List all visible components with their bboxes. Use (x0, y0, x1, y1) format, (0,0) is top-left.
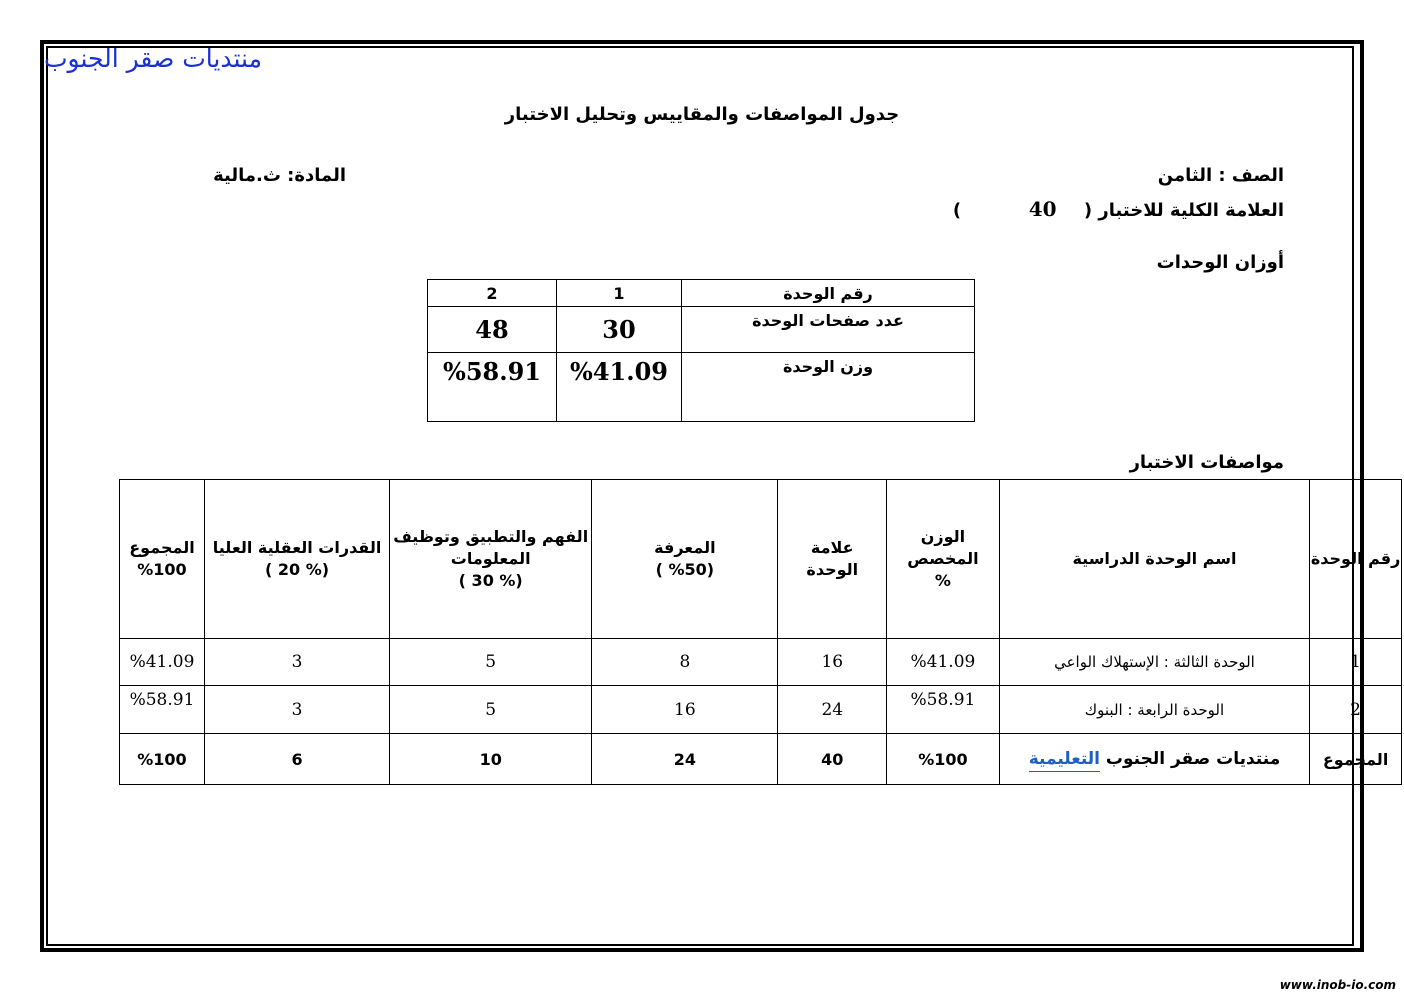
header-higher (204, 480, 389, 639)
weights-weight-label: وزن الوحدة (682, 353, 975, 422)
weights-row-unit (428, 280, 975, 307)
row2-understanding: 5 (390, 686, 592, 734)
row1-total: %41.09 (120, 639, 205, 686)
page-title: جدول المواصفات والمقاييس وتحليل الاختبار (504, 104, 900, 125)
specs-table (119, 479, 1402, 785)
weights-pages-2: 48 (428, 307, 557, 353)
header-understanding-l3: ( 30 %) (458, 571, 523, 590)
total-mark-close: ) (952, 200, 962, 221)
totals-higher: 6 (204, 734, 389, 785)
row2-unit-name: الوحدة الرابعة : البنوك (999, 686, 1309, 734)
totals-knowledge: 24 (592, 734, 778, 785)
total-mark-label: العلامة الكلية للاختبار ( (1083, 200, 1284, 221)
weights-row-weight (428, 353, 975, 422)
unit-weights-table (427, 279, 975, 422)
header-mark-l2: الوحدة (806, 560, 859, 579)
header-higher-l1: القدرات العقلية العليا (212, 538, 382, 557)
header-weight (887, 480, 1000, 639)
header-total-l1: المجموع (129, 538, 195, 557)
header-understanding (390, 480, 592, 639)
header-weight-l1: الوزن (920, 527, 966, 546)
row2-unit-no: 2 (1310, 686, 1402, 734)
row1-unit-name: الوحدة الثالثة : الإستهلاك الواعي (999, 639, 1309, 686)
totals-name-part1: منتديات صقر الجنوب (1105, 749, 1281, 769)
specs-header-row (120, 480, 1402, 639)
specs-heading: مواصفات الاختبار (1129, 452, 1284, 473)
row2-knowledge: 16 (592, 686, 778, 734)
row2-total: %58.91 (120, 686, 205, 734)
subject-label: المادة: ث.مالية (213, 165, 346, 186)
weights-unit-1: 1 (557, 280, 682, 307)
row1-knowledge: 8 (592, 639, 778, 686)
weights-pages-label: عدد صفحات الوحدة (682, 307, 975, 353)
totals-name-part2[interactable]: التعليمية (1029, 749, 1100, 772)
row1-unit-no: 1 (1310, 639, 1402, 686)
totals-total: %100 (120, 734, 205, 785)
row2-mark: 24 (778, 686, 887, 734)
header-higher-l2: ( 20 %) (265, 560, 330, 579)
footer-url[interactable]: www.inob-io.com (1279, 978, 1396, 992)
row2-higher: 3 (204, 686, 389, 734)
table-row (120, 639, 1402, 686)
totals-mark: 40 (778, 734, 887, 785)
row2-weight: %58.91 (887, 686, 1000, 734)
header-mark (778, 480, 887, 639)
header-understanding-l2: المعلومات (450, 549, 531, 568)
totals-label: المجموع (1310, 734, 1402, 785)
weights-weight-1: %41.09 (557, 353, 682, 422)
watermark-text: منتديات صقر الجنوب (44, 44, 262, 73)
header-unit-name: اسم الوحدة الدراسية (999, 480, 1309, 639)
header-knowledge-l1: المعرفة (654, 538, 716, 557)
row1-weight: %41.09 (887, 639, 1000, 686)
header-total (120, 480, 205, 639)
weights-weight-2: %58.91 (428, 353, 557, 422)
totals-row (120, 734, 1402, 785)
row1-higher: 3 (204, 639, 389, 686)
header-knowledge-l2: ( %50) (655, 560, 715, 579)
weights-pages-1: 30 (557, 307, 682, 353)
weights-unit-2: 2 (428, 280, 557, 307)
row1-understanding: 5 (390, 639, 592, 686)
weights-row-pages (428, 307, 975, 353)
header-knowledge (592, 480, 778, 639)
totals-weight: %100 (887, 734, 1000, 785)
header-weight-l2: المخصص (907, 549, 979, 568)
header-weight-l3: % (934, 571, 951, 590)
weights-unit-label: رقم الوحدة (682, 280, 975, 307)
totals-understanding: 10 (390, 734, 592, 785)
total-mark-line (953, 197, 1284, 221)
row1-mark: 16 (778, 639, 887, 686)
total-mark-value: 40 (1028, 197, 1057, 221)
header-mark-l1: علامة (810, 538, 854, 557)
header-understanding-l1: الفهم والتطبيق وتوظيف (393, 527, 589, 546)
totals-name (999, 734, 1309, 785)
class-label: الصف : الثامن (1157, 165, 1284, 186)
header-total-l2: %100 (137, 560, 187, 579)
weights-heading: أوزان الوحدات (1156, 252, 1284, 273)
table-row (120, 686, 1402, 734)
header-unit-no: رقم الوحدة (1310, 480, 1402, 639)
